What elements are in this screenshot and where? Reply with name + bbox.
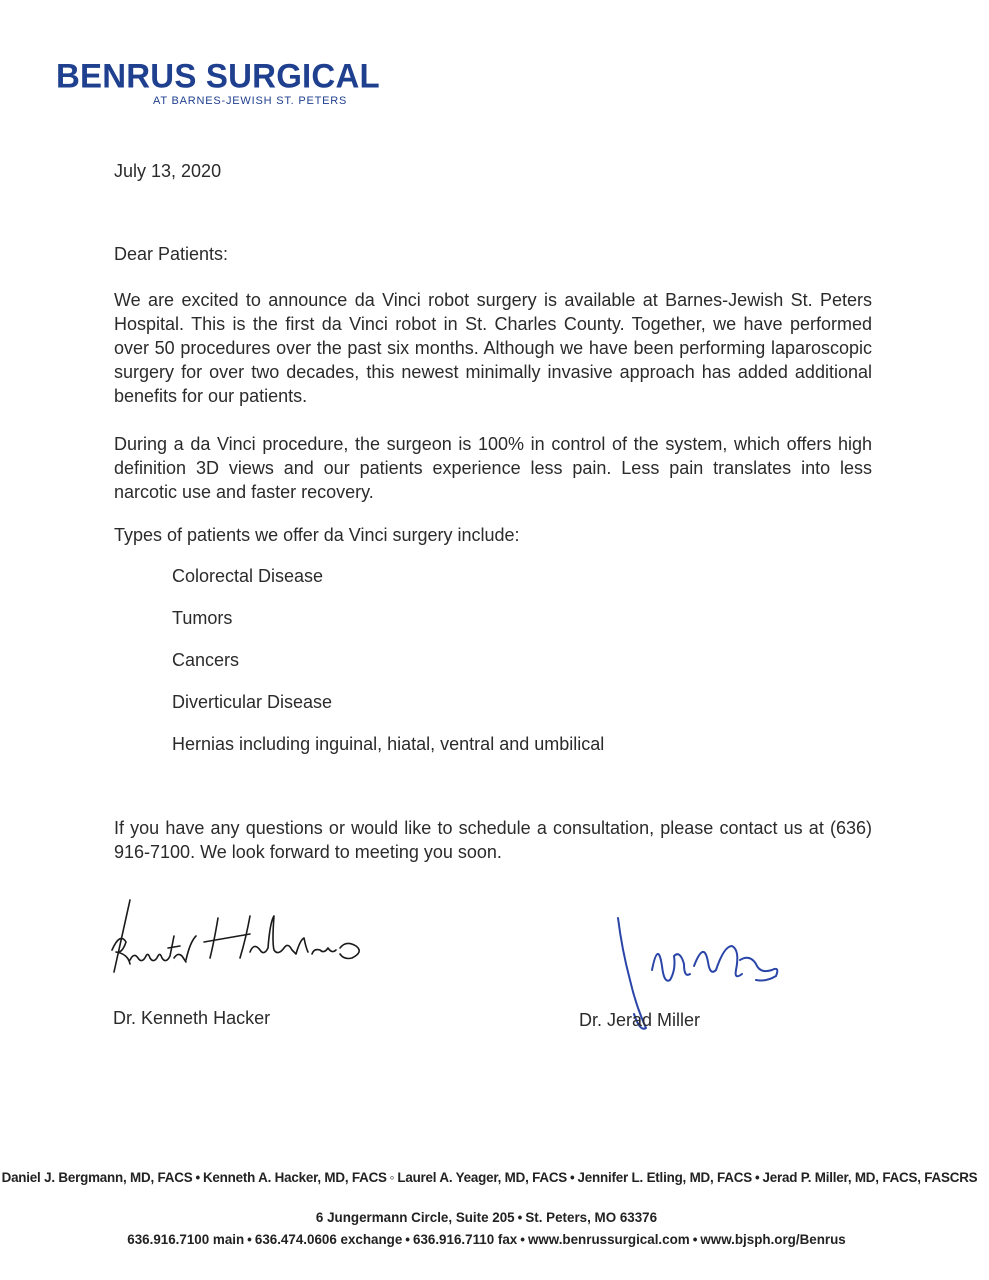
physician-name: Daniel J. Bergmann, MD, FACS <box>1 1170 193 1185</box>
list-item: Colorectal Disease <box>172 566 324 586</box>
footer-physicians <box>0 1170 979 1185</box>
website-link[interactable]: www.benrussurgical.com <box>527 1232 690 1247</box>
bullet-separator: • <box>570 1170 575 1185</box>
phone-exchange: 636.474.0606 exchange <box>254 1232 403 1247</box>
paragraph-procedure: During a da Vinci procedure, the surgeon is 100% in control of the system, which offers high definition 3D views and our patients experience less pain. Less pain translates into less narcotic use and faster recovery. <box>114 434 872 502</box>
bullet-separator: • <box>692 1232 698 1247</box>
fax-number: 636.916.7110 fax <box>413 1232 518 1247</box>
footer-address <box>0 1210 981 1225</box>
signatory-name: Dr. Jerad Miller <box>579 1010 701 1030</box>
phone-main: 636.916.7100 main <box>127 1232 245 1247</box>
list-intro: Types of patients we offer da Vinci surgery include: <box>114 525 520 545</box>
letter-greeting: Dear Patients: <box>114 244 229 264</box>
bullet-separator: • <box>405 1232 410 1247</box>
bullet-separator: ◦ <box>389 1170 395 1185</box>
website-link[interactable]: www.bjsph.org/Benrus <box>700 1232 846 1247</box>
list-item: Tumors <box>172 608 233 628</box>
bullet-separator: • <box>247 1232 252 1247</box>
footer-contact <box>0 1232 981 1247</box>
list-item: Hernias including inguinal, hiatal, ventral and umbilical <box>172 734 605 754</box>
bullet-separator: • <box>195 1170 200 1185</box>
letterhead-subtitle: AT BARNES-JEWISH ST. PETERS <box>153 95 348 107</box>
list-item: Cancers <box>172 650 240 670</box>
letter-date: July 13, 2020 <box>114 161 222 181</box>
closing-paragraph: If you have any questions or would like to schedule a consultation, please contact us at (636) 916-7100. We look forward to meeting you soon. <box>114 818 872 862</box>
letterhead-title: BENRUS SURGICAL <box>56 56 380 95</box>
signatory-name: Dr. Kenneth Hacker <box>113 1008 271 1028</box>
list-item: Diverticular Disease <box>172 692 333 712</box>
bullet-separator: • <box>520 1232 525 1247</box>
bullet-separator: • <box>754 1170 760 1185</box>
physician-name: Kenneth A. Hacker, MD, FACS <box>202 1170 387 1185</box>
physician-name: Laurel A. Yeager, MD, FACS <box>397 1170 568 1185</box>
physician-name: Jerad P. Miller, MD, FACS, FASCRS <box>762 1170 978 1185</box>
signature-kenneth-hacker <box>100 892 370 982</box>
bullet-separator: • <box>517 1210 523 1225</box>
city-state-zip: St. Peters, MO 63376 <box>525 1210 658 1225</box>
physician-name: Jennifer L. Etling, MD, FACS <box>577 1170 752 1185</box>
street-address: 6 Jungermann Circle, Suite 205 <box>315 1210 515 1225</box>
paragraph-announcement: We are excited to announce da Vinci robot surgery is available at Barnes-Jewish St. Peters Hospital. This is the first da Vinci robot in St. Charles County. Together, we have performed over 50 procedures over the past six months. Although we have been performing laparoscopic surgery for over two decades, this newest minimally invasive approach has added additional benefits for our patients. <box>114 290 872 406</box>
